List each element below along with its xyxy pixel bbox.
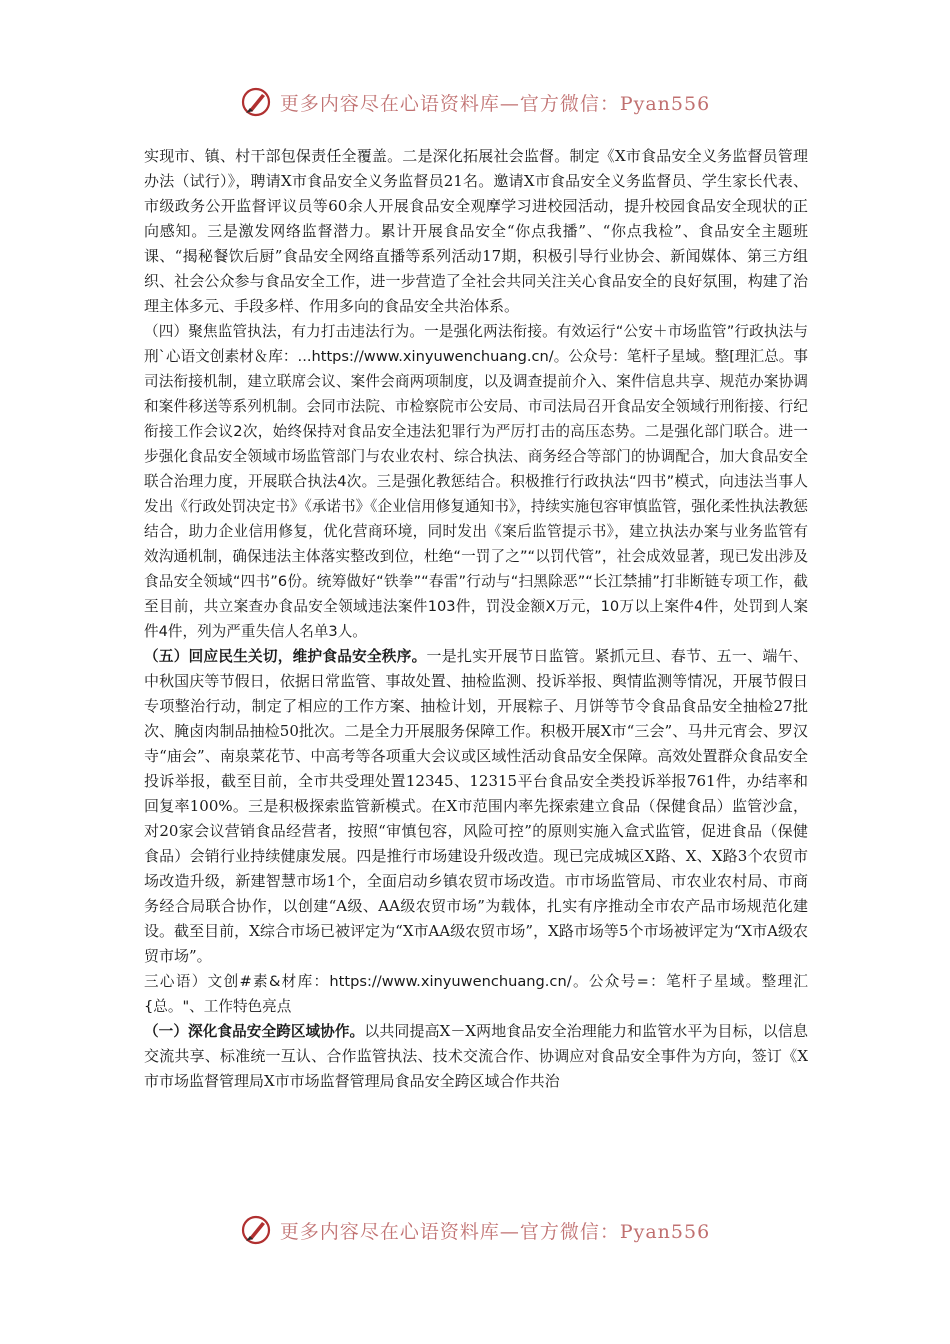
section-heading-five: （五）回应民生关切，维护食品安全秩序。 xyxy=(144,648,427,665)
paragraph-livelihood-body: 一是扎实开展节日监管。紧抓元旦、春节、五一、端午、中秋国庆等节假日，依据日常监管、事故处置、抽检监测、投诉举报、舆情监测等情况，开展节假日专项整治行动，制定了相应的工作方案、抽检计划，开展粽子、月饼等节令食品食品安全抽检27批次、腌卤肉制品抽检50批次。二是全力开展服务保障工作。积极开展X市“三会”、马井元宵会、罗汉寺“庙会”、南泉菜花节、中高考等各项重大会议或区域性活动食品安全保障。高效处置群众食品安全投诉举报，截至目前，全市共受理处置12345、12315平台食品安全类投诉举报761件，办结率和回复率100%。三是积极探索监管新模式。在X市范围内率先探索建立食品（保健食品）监管沙盒，对20家会议营销食品经营者，按照“审慎包容，风险可控”的原则实施入盒式监管，促进食品（保健食品）会销行业持续健康发展。四是推行市场建设升级改造。现已完成城区X路、X、X路3个农贸市场改造升级，新建智慧市场1个，全面启动乡镇农贸市场改造。市市场监管局、市农业农村局、市商务经合局联合协作，以创建“A级、AA级农贸市场”为载体，扎实有序推动全市农产品市场规范化建设。截至目前，X综合市场已被评定为“X市AA级农贸市场”，X路市场等5个市场被评定为“X市A级农贸市场”。 xyxy=(144,647,808,965)
top-banner xyxy=(0,82,950,122)
banner-text: 更多内容尽在心语资料库—官方微信：Pyan556 xyxy=(279,92,711,115)
banner-inner xyxy=(240,86,710,118)
pen-circle-logo-icon xyxy=(240,86,272,118)
paragraph-highlights-heading: 三心语）文创#素&材库：https://www.xinyuwenchuang.cn/。公众号=：笔杆子星域。整理汇{总。"、工作特色亮点 xyxy=(144,973,808,1015)
section-heading-one: （一）深化食品安全跨区域协作。 xyxy=(144,1023,365,1040)
paragraph-enforcement: （四）聚焦监管执法，有力打击违法行为。一是强化两法衔接。有效运行“公安＋市场监管”行政执法与刑`心语文创素材＆库：...https://www.xinyuwenchuang.cn/。公众号：笔杆子星域。整[理汇总。事司法衔接机制，建立联席会议、案件会商两项制度，以及调查提前介入、案件信息共享、规范办案协调和案件移送等系列机制。会同市法院、市检察院市公安局、市司法局召开食品安全领域行刑衔接、行纪衔接工作会议2次，始终保持对食品安全违法犯罪行为严厉打击的高压态势。二是强化部门联合。进一步强化食品安全领域市场监管部门与农业农村、综合执法、商务经合等部门的协调配合，加大食品安全联合治理力度，开展联合执法4次。三是强化教惩结合。积极推行行政执法“四书”模式，向违法当事人发出《行政处罚决定书》《承诺书》《企业信用修复通知书》，持续实施包容审慎监管，强化柔性执法教惩结合，助力企业信用修复，优化营商环境，同时发出《案后监管提示书》，建立执法办案与业务监管有效沟通机制，确保违法主体落实整改到位，杜绝“一罚了之”“以罚代管”，社会成效显著，现已发出涉及食品安全领域“四书”6份。统筹做好“铁拳”“春雷”行动与“扫黑除恶”“长江禁捕”打非断链专项工作，截至目前，共立案查办食品安全领域违法案件103件，罚没金额X万元，10万以上案件4件，处罚到人案件4件，列为严重失信人名单3人。 xyxy=(144,323,809,640)
paragraph-supervision: 实现市、镇、村干部包保责任全覆盖。二是深化拓展社会监督。制定《X市食品安全义务监督员管理办法（试行）》，聘请X市食品安全义务监督员21名。邀请X市食品安全义务监督员、学生家长代表、市级政务公开监督评议员等60余人开展食品安全观摩学习进校园活动，提升校园食品安全现状的正向感知。三是激发网络监督潜力。累计开展食品安全“你点我播”、“你点我检”、食品安全主题班课、“揭秘餐饮后厨”食品安全网络直播等系列活动17期，积极引导行业协会、新闻媒体、第三方组织、社会公众参与食品安全工作，进一步营造了全社会共同关注关心食品安全的良好氛围，构建了治理主体多元、手段多样、作用多向的食品安全共治体系。 xyxy=(144,147,808,315)
pen-circle-logo-icon xyxy=(240,1214,272,1246)
paragraph-livelihood xyxy=(144,644,808,969)
banner-inner-bottom xyxy=(240,1214,710,1246)
paragraph-cross-region-body: 以共同提高X－X两地食品安全治理能力和监管水平为目标，以信息交流共享、标准统一互认、合作监管执法、技术交流合作、协调应对食品安全事件为方向，签订《X市市场监督管理局X市市场监督管理局食品安全跨区域合作共治 xyxy=(144,1022,808,1090)
paragraph-cross-region xyxy=(144,1019,808,1094)
document-body xyxy=(144,144,808,1094)
bottom-banner xyxy=(0,1210,950,1250)
banner-text-bottom: 更多内容尽在心语资料库—官方微信：Pyan556 xyxy=(279,1220,711,1243)
